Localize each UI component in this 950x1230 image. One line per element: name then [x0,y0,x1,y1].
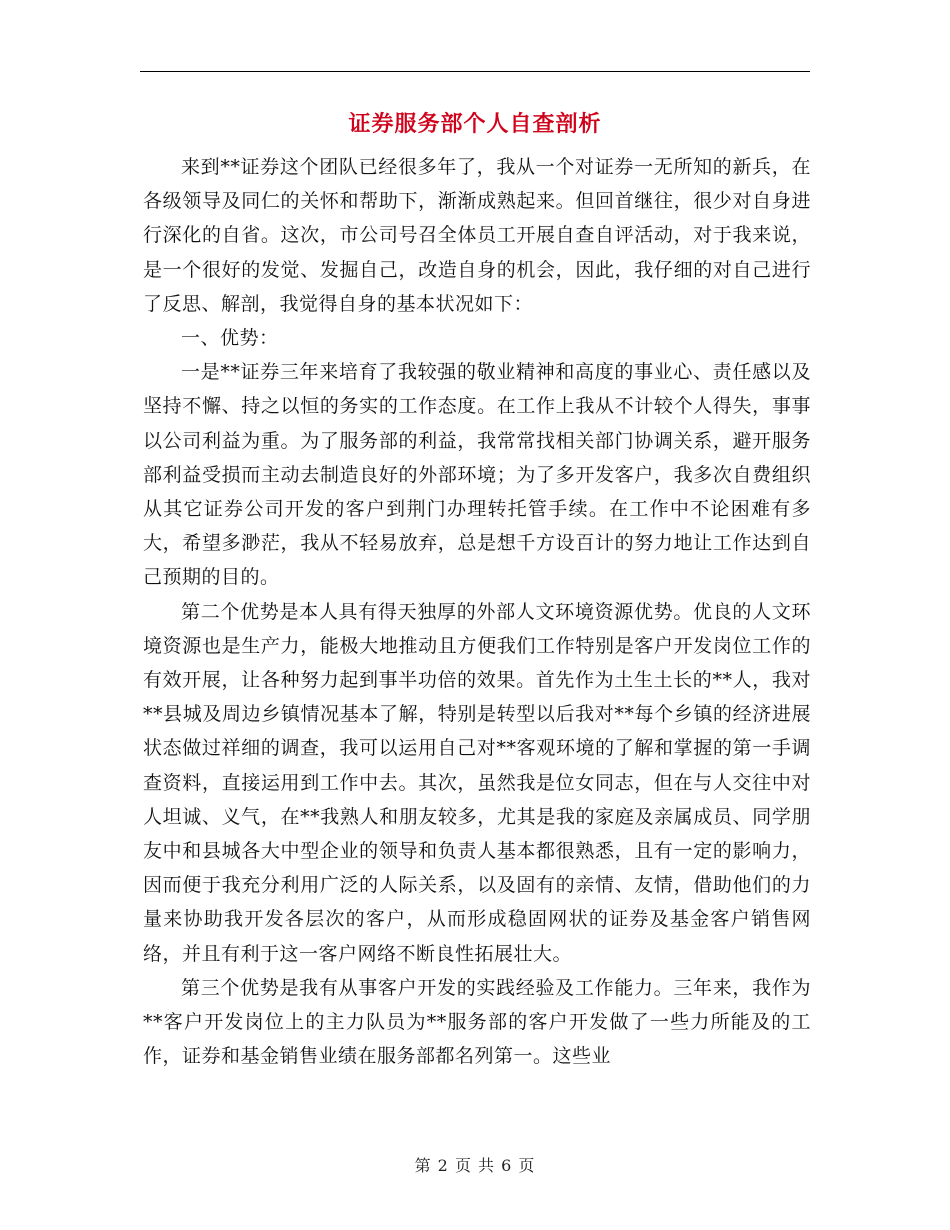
page-number-footer: 第 2 页 共 6 页 [414,1156,536,1175]
document-title: 证券服务部个人自查剖析 [348,112,602,137]
paragraph-advantage-3: 第三个优势是我有从事客户开发的实践经验及工作能力。三年来，我作为**客户开发岗位上的主力队员为**服务部的客户开发做了一些力所能及的工作，证券和基金销售业绩在服务部都名列第一。这些业 [143,976,811,1068]
paragraph-advantage-2: 第二个优势是本人具有得天独厚的外部人文环境资源优势。优良的人文环境资源也是生产力，能极大地推动且方便我们工作特别是客户开发岗位工作的有效开展，让各种努力起到事半功倍的效果。首先作为土生土长的**人，我对**县城及周边乡镇情况基本了解，特别是转型以后我对**每个乡镇的经济进展状态做过祥细的调查，我可以运用自己对**客观环境的了解和掌握的第一手调查资料，直接运用到工作中去。其次，虽然我是位女同志，但在与人交往中对人坦诚、义气，在**我熟人和朋友较多，尤其是我的家庭及亲属成员、同学朋友中和县城各大中型企业的领导和负责人基本都很熟悉，且有一定的影响力，因而便于我充分利用广泛的人际关系，以及固有的亲情、友情，借助他们的力量来协助我开发各层次的客户，从而形成稳固网状的证券及基金客户销售网络，并且有利于这一客户网络不断良性拓展壮大。 [143,600,811,965]
document-body [143,150,811,1073]
paragraph-intro: 来到**证券这个团队已经很多年了，我从一个对证券一无所知的新兵，在各级领导及同仁的关怀和帮助下，渐渐成熟起来。但回首继往，很少对自身进行深化的自省。这次，市公司号召全体员工开展自查自评活动，对于我来说，是一个很好的发觉、发掘自己，改造自身的机会，因此，我仔细的对自己进行了反思、解剖，我觉得自身的基本状况如下： [143,156,811,315]
section-heading-advantages: 一、优势： [181,327,279,350]
paragraph-advantage-1: 一是**证券三年来培育了我较强的敬业精神和高度的事业心、责任感以及坚持不懈、持之以恒的务实的工作态度。在工作上我从不计较个人得失，事事以公司利益为重。为了服务部的利益，我常常找相关部门协调关系，避开服务部利益受损而主动去制造良好的外部环境；为了多开发客户，我多次自费组织从其它证券公司开发的客户到荆门办理转托管手续。在工作中不论困难有多大，希望多渺茫，我从不轻易放弃，总是想千方设百计的努力地让工作达到自己预期的目的。 [143,361,811,589]
header-rule [140,71,810,72]
